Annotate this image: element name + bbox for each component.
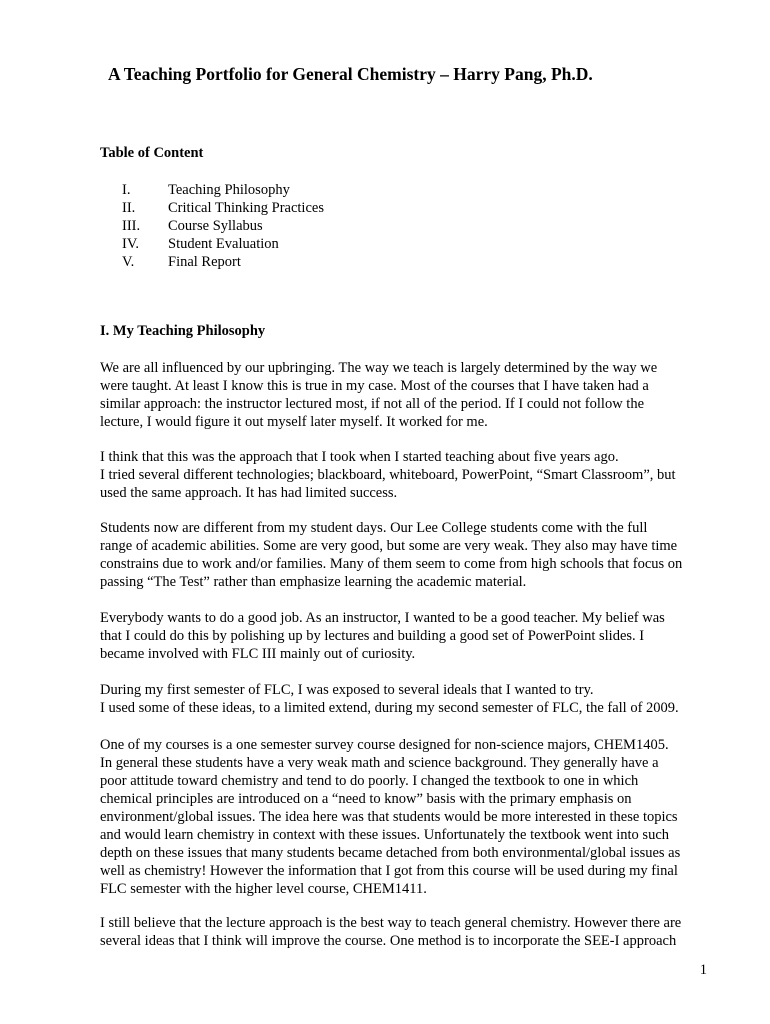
- text-line: poor attitude toward chemistry and tend to do poorly. I changed the textbook to one in which: [100, 773, 639, 789]
- text-line: lecture, I would figure it out myself later myself. It worked for me.: [100, 414, 488, 430]
- paragraph: [100, 519, 682, 591]
- toc-item-number: IV.: [122, 236, 140, 252]
- text-line: that I could do this by polishing up by lectures and building a good set of PowerPoint slides. I: [100, 628, 645, 644]
- text-line: well as chemistry! However the information that I got from this course will be used during my final: [100, 863, 678, 879]
- document-title: A Teaching Portfolio for General Chemistry – Harry Pang, Ph.D.: [108, 64, 593, 84]
- text-line: depth on these issues that many students became detached from both environmental/global issues as: [100, 845, 681, 861]
- page-number: 1: [699, 962, 707, 978]
- text-line: I think that this was the approach that I took when I started teaching about five years ago.: [100, 449, 619, 465]
- text-line: passing “The Test” rather than emphasize learning the academic material.: [100, 574, 527, 590]
- text-line: FLC semester with the higher level course, CHEM1411.: [100, 881, 427, 897]
- toc-item: [100, 181, 324, 199]
- toc-item-label: Final Report: [168, 254, 241, 270]
- text-line: used the same approach. It has had limited success.: [100, 485, 398, 501]
- text-line: became involved with FLC III mainly out of curiosity.: [100, 646, 416, 662]
- toc-item-label: Critical Thinking Practices: [168, 200, 324, 216]
- paragraph: [100, 681, 679, 717]
- text-line: chemical principles are introduced on a “need to know” basis with the primary emphasis on: [100, 791, 632, 807]
- text-line: were taught. At least I know this is true in my case. Most of the courses that I have taken had a: [100, 378, 649, 394]
- toc-item-number: III.: [122, 218, 141, 234]
- text-line: similar approach: the instructor lectured most, if not all of the period. If I could not follow the: [100, 396, 645, 412]
- text-line: constrains due to work and/or families. Many of them seem to come from high schools that focus on: [100, 556, 683, 572]
- toc-item: [100, 253, 324, 271]
- toc-item-label: Student Evaluation: [168, 236, 279, 252]
- toc-heading: Table of Content: [100, 145, 204, 161]
- text-line: and would learn chemistry in context with these issues. Unfortunately the textbook went into such: [100, 827, 670, 843]
- table-of-contents: [100, 181, 324, 271]
- paragraph: [100, 914, 681, 950]
- text-line: range of academic abilities. Some are very good, but some are very weak. They also may have time: [100, 538, 678, 554]
- toc-item-label: Teaching Philosophy: [168, 182, 290, 198]
- text-line: During my first semester of FLC, I was exposed to several ideals that I wanted to try.: [100, 682, 594, 698]
- text-line: environment/global issues. The idea here was that students would be more interested in these topics: [100, 809, 678, 825]
- text-line: In general these students have a very weak math and science background. They generally have a: [100, 755, 659, 771]
- text-line: I used some of these ideas, to a limited extend, during my second semester of FLC, the fall of 2009.: [100, 700, 679, 716]
- paragraph: [100, 359, 657, 431]
- section-heading: I. My Teaching Philosophy: [100, 323, 266, 339]
- text-line: Everybody wants to do a good job. As an instructor, I wanted to be a good teacher. My belief was: [100, 610, 665, 626]
- text-line: One of my courses is a one semester survey course designed for non-science majors, CHEM1405.: [100, 737, 669, 753]
- paragraph: [100, 609, 665, 663]
- toc-item: [100, 235, 324, 253]
- text-line: I still believe that the lecture approach is the best way to teach general chemistry. However there are: [100, 915, 682, 931]
- paragraph: [100, 448, 676, 502]
- text-line: I tried several different technologies; blackboard, whiteboard, PowerPoint, “Smart Classroom”, but: [100, 467, 676, 483]
- toc-item-label: Course Syllabus: [168, 218, 263, 234]
- paragraph: [100, 736, 680, 898]
- toc-item-number: I.: [122, 182, 131, 198]
- text-line: We are all influenced by our upbringing. The way we teach is largely determined by the way we: [100, 360, 658, 376]
- toc-item-number: V.: [122, 254, 135, 270]
- text-line: Students now are different from my student days. Our Lee College students come with the full: [100, 520, 648, 536]
- toc-item-number: II.: [122, 200, 136, 216]
- text-line: several ideas that I think will improve the course. One method is to incorporate the SEE-I approach: [100, 933, 677, 949]
- toc-item: [100, 199, 324, 217]
- toc-item: [100, 217, 324, 235]
